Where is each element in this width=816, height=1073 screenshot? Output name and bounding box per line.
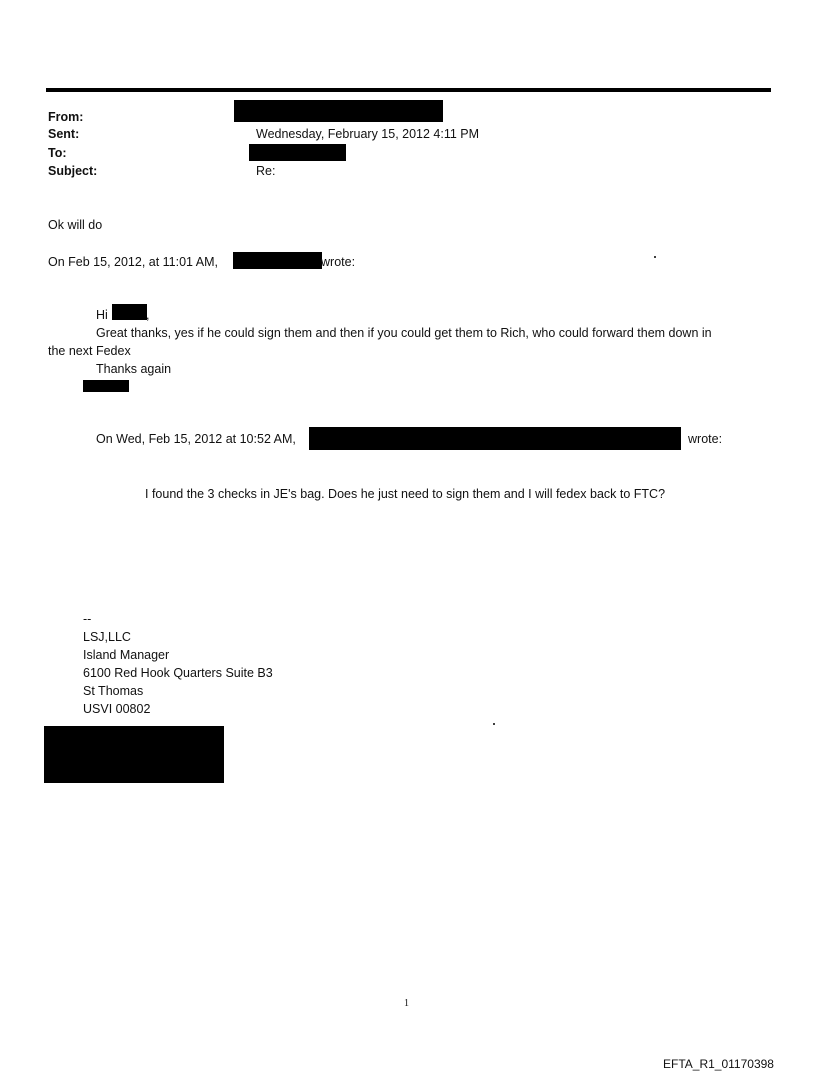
quote1-wrote: wrote: — [321, 255, 356, 269]
quote2-wrote: wrote: — [688, 432, 723, 446]
message-line-2: the next Fedex — [48, 344, 131, 358]
greeting: Hi — [96, 308, 108, 322]
redacted-signoff — [83, 380, 129, 392]
thanks-line: Thanks again — [96, 362, 172, 376]
signature-city: St Thomas — [83, 684, 144, 698]
from-label: From: — [48, 110, 84, 124]
document-id: EFTA_R1_01170398 — [663, 1057, 774, 1071]
reply-text: Ok will do — [48, 218, 103, 232]
quote2-intro: On Wed, Feb 15, 2012 at 10:52 AM, — [96, 432, 296, 446]
redacted-from — [234, 100, 443, 122]
greeting-comma: , — [146, 308, 150, 322]
inner-message: I found the 3 checks in JE's bag. Does he just need to sign them and I will fedex back to FTC? — [145, 487, 666, 501]
signature-title: Island Manager — [83, 648, 170, 662]
redacted-name — [112, 304, 147, 320]
redacted-sender-1 — [233, 252, 322, 269]
subject-value: Re: — [256, 164, 276, 178]
page-number: 1 — [404, 998, 409, 1009]
header-rule — [46, 88, 771, 92]
stray-mark — [493, 723, 495, 725]
subject-label: Subject: — [48, 164, 98, 178]
redacted-signature-block — [44, 726, 224, 783]
redacted-to — [249, 144, 346, 161]
sent-label: Sent: — [48, 127, 80, 141]
to-label: To: — [48, 146, 67, 160]
stray-mark — [654, 256, 656, 258]
signature-company: LSJ,LLC — [83, 630, 131, 644]
signature-dashes: -- — [83, 612, 92, 626]
quote1-intro: On Feb 15, 2012, at 11:01 AM, — [48, 255, 219, 269]
signature-zip: USVI 00802 — [83, 702, 151, 716]
sent-value: Wednesday, February 15, 2012 4:11 PM — [256, 127, 480, 141]
signature-address: 6100 Red Hook Quarters Suite B3 — [83, 666, 273, 680]
redacted-sender-2 — [309, 427, 681, 450]
message-line-1: Great thanks, yes if he could sign them and then if you could get them to Rich, who could forward them down in — [96, 326, 712, 340]
